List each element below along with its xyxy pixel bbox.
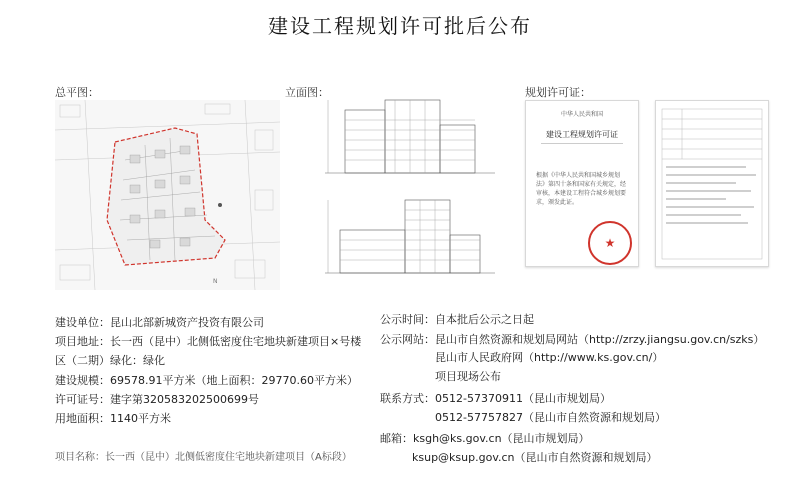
permit-certificate-attachment (655, 100, 769, 267)
info-label: 区（二期）绿化： (55, 354, 143, 367)
svg-text:N: N (213, 278, 218, 285)
site-row (435, 368, 501, 384)
site-text: 项目现场公布 (435, 370, 501, 383)
email-link[interactable]: ksup@ksup.gov.cn（昆山市自然资源和规划局） (412, 451, 658, 464)
site-link[interactable]: 昆山市自然资源和规划局网站（http://zrzy.jiangsu.gov.cn/szks） (435, 333, 765, 346)
info-row (55, 391, 259, 407)
info-label: 用地面积： (55, 412, 110, 425)
info-value: 长一西（昆中）北侧低密度住宅地块新建项目（A标段） (105, 452, 352, 463)
permit-label: 规划许可证： (525, 86, 591, 99)
site-label: 公示网站： (380, 333, 435, 346)
info-value: 69578.91平方米（地上面积：29770.60平方米） (110, 374, 358, 387)
contact-label: 联系方式： (380, 392, 435, 405)
notice-value: 自本批后公示之日起 (435, 313, 534, 326)
info-row (55, 372, 358, 388)
contact-row (380, 390, 611, 406)
notice-label: 公示时间： (380, 313, 435, 326)
notice-row (380, 311, 534, 327)
contact-value: 0512-57370911（昆山市规划局） (435, 392, 611, 405)
permit-certificate-front (525, 100, 639, 267)
permit-title: 建设工程规划许可证 (546, 130, 618, 139)
site-link[interactable]: 昆山市人民政府网（http://www.ks.gov.cn/） (435, 351, 664, 364)
site-row (435, 349, 663, 365)
elevation-drawing-bottom (325, 195, 495, 290)
email-row (380, 430, 590, 446)
info-label: 项目地址： (55, 335, 110, 348)
info-value: 建字第320583202500699号 (110, 393, 259, 406)
site-plan-drawing (55, 100, 280, 290)
info-row (55, 448, 352, 463)
info-row (55, 314, 264, 330)
email-link[interactable]: ksgh@ks.gov.cn（昆山市规划局） (413, 432, 590, 445)
info-label: 建设规模： (55, 374, 110, 387)
info-value: 长一西（昆中）北侧低密度住宅地块新建项目×号楼 (110, 335, 362, 348)
info-label: 项目名称： (55, 452, 105, 463)
contact-value: 0512-57757827（昆山市自然资源和规划局） (435, 411, 666, 424)
site-row (380, 331, 764, 347)
permit-header: 中华人民共和国 (560, 111, 603, 118)
site-plan-svg (55, 100, 280, 290)
contact-row (435, 409, 666, 425)
info-value: 昆山北部新城资产投资有限公司 (110, 316, 264, 329)
info-label: 许可证号： (55, 393, 110, 406)
elevation-label: 立面图： (285, 86, 329, 99)
info-label: 建设单位： (55, 316, 110, 329)
info-row (55, 333, 361, 349)
elevation-drawing-top (325, 95, 495, 190)
info-row (55, 410, 171, 426)
info-value: 1140平方米 (110, 412, 171, 425)
site-plan-label: 总平图： (55, 86, 99, 99)
official-seal: ★ (588, 221, 632, 265)
email-label: 邮箱： (380, 432, 413, 445)
page-title: 建设工程规划许可批后公布 (268, 14, 532, 38)
email-row (412, 449, 658, 465)
info-value: 绿化 (143, 354, 165, 367)
permit-body: 根据《中华人民共和国城乡规划法》第四十条和国家有关规定，经审核，本建设工程符合城乡规划要求，颁发此证。 (536, 172, 627, 206)
info-row (55, 352, 165, 368)
